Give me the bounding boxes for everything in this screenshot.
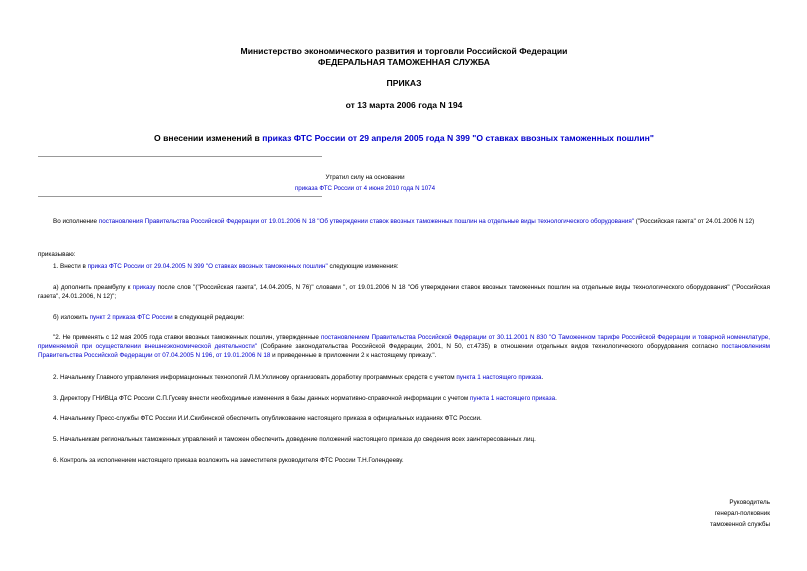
divider-top <box>38 156 322 157</box>
service-name: ФЕДЕРАЛЬНАЯ ТАМОЖЕННАЯ СЛУЖБА <box>318 57 490 67</box>
document-date: от 13 марта 2006 года N 194 <box>345 100 463 110</box>
item-3: 3. Директору ГНИВЦа ФТС России С.П.Гусеву внести необходимые изменения в базы данных нормативно-справочной информации с учетом пункта 1 настоящего приказа. <box>53 395 557 402</box>
document-page <box>38 0 770 571</box>
item-4: 4. Начальнику Пресс-службы ФТС России И.И.Скибинской обеспечить опубликование настоящего приказа в официальных изданиях ФТС России. <box>53 415 482 422</box>
item-5: 5. Начальникам региональных таможенных управлений и таможен обеспечить доведение положений настоящего приказа до сведения всех заинтересованных лиц. <box>53 436 536 443</box>
quote-decree-196-link[interactable]: постановлениям Правительства Российской Федерации от 07.04.2005 N 196 <box>38 343 771 359</box>
intro-decree-link[interactable]: постановления Правительства Российской Федерации от 19.01.2006 N 18 "Об утверждении ставок ввозных таможенных пошлин на отдельные виды технологического оборудования" <box>98 218 635 225</box>
item2-clause-link[interactable]: пункта 1 настоящего приказа <box>456 374 542 381</box>
divider-bottom <box>38 196 322 197</box>
item1a-order-link[interactable]: приказу <box>132 284 156 291</box>
signature-service: таможенной службы <box>710 521 770 528</box>
item-1a: а) дополнить преамбулу к приказу после слов "("Российская газета", 14.04.2005, N 76)" словами ", от 19.01.2006 N 18 "Об утверждении ставок ввозных таможенных пошлин на отдельные виды технологического оборудования" ("Российская газета", 24.01.2006, N 12)"; <box>38 284 770 300</box>
quote-decree-18-link[interactable]: от 19.01.2006 N 18 <box>215 352 271 359</box>
signature-block <box>710 497 770 530</box>
status-order-link[interactable]: приказа ФТС России от 4 июня 2010 года N 1074 <box>294 185 436 192</box>
item-1b-quote: "2. Не применять с 12 мая 2005 года ставки ввозных таможенных пошлин, утвержденные постановлением Правительства Российской Федерации от 30.11.2001 N 830 "О Таможенном тарифе Российской Федерации и товарной номенклатуре, применяемой при осуществлении внешнеэкономической деятельности" (Собрание законодательства Российской Федерации, 2001, N 50, ст.4735) в отношении отдельных видов технологического оборудования согласно постановлениям Правительства Российской Федерации от 07.04.2005 N 196, от 19.01.2006 N 18 и приведенные в приложении 2 к настоящему приказу.". <box>38 334 771 359</box>
document-title <box>38 133 770 143</box>
status-line: Утратил силу на основании <box>325 174 405 181</box>
item-1: 1. Внести в приказ ФТС России от 29.04.2005 N 399 "О ставках ввозных таможенных пошлин" следующие изменения: <box>53 263 399 270</box>
quote-decree-830-link[interactable]: постановлением Правительства Российской Федерации от 30.11.2001 N 830 "О Таможенном тарифе Российской Федерации и товарной номенклатуре, применяемой при осуществлении внешнеэкономической деятельности" <box>38 334 770 350</box>
item-1b: б) изложить пункт 2 приказа ФТС России в следующей редакции: <box>53 314 245 321</box>
signature-rank: генерал-полковник <box>714 510 770 517</box>
item1-order-link[interactable]: приказ ФТС России от 29.04.2005 N 399 "О ставках ввозных таможенных пошлин" <box>87 263 328 270</box>
document-header <box>38 46 770 68</box>
document-type: ПРИКАЗ <box>386 78 422 88</box>
title-prefix: О внесении изменений в <box>154 133 263 143</box>
title-order-link[interactable]: приказ ФТС России от 29 апреля 2005 года N 399 "О ставках ввозных таможенных пошлин" <box>262 133 654 143</box>
order-word: приказываю: <box>38 251 76 258</box>
item-6: 6. Контроль за исполнением настоящего приказа возложить на заместителя руководителя ФТС России Т.Н.Голендееву. <box>53 457 404 464</box>
intro-paragraph: Во исполнение постановления Правительства Российской Федерации от 19.01.2006 N 18 "Об утверждении ставок ввозных таможенных пошлин на отдельные виды технологического оборудования" ("Российская газета" от 24.01.2006 N 12) <box>53 218 755 225</box>
item1b-clause-link[interactable]: пункт 2 приказа ФТС России <box>89 314 173 321</box>
signature-title: Руководитель <box>729 499 770 506</box>
item-2: 2. Начальнику Главного управления информационных технологий Л.М.Ухлинову организовать доработку программных средств с учетом пункта 1 настоящего приказа. <box>53 374 544 381</box>
item3-clause-link[interactable]: пункта 1 настоящего приказа <box>469 395 556 402</box>
status-note <box>38 172 770 194</box>
ministry-name: Министерство экономического развития и торговли Российской Федерации <box>240 46 568 56</box>
